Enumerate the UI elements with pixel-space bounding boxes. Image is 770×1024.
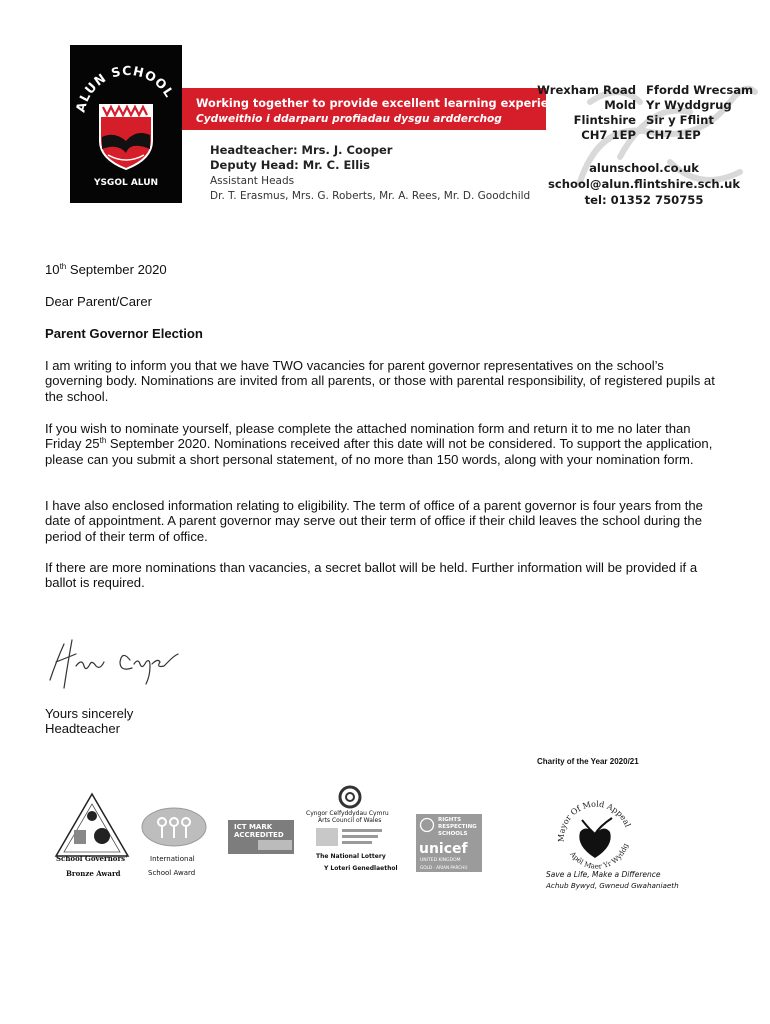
p2-text-a: If you wish to nominate yourself, please complete the attached nomination form and return it to me no later than Friday 25: [45, 421, 691, 452]
address-cy-line: Sir y Fflint: [646, 113, 714, 127]
address-en-line: Wrexham Road: [537, 83, 636, 97]
paragraph-ballot: If there are more nominations than vacancies, a secret ballot will be held. Further information will be provided if a ballot is required.: [45, 560, 698, 591]
appeal-tagline-cy: Achub Bywyd, Gwneud Gwahaniaeth: [546, 881, 679, 890]
headteacher-name: Headteacher: Mrs. J. Cooper: [210, 143, 393, 157]
address-cy-line: CH7 1EP: [646, 128, 701, 142]
letter-subject: Parent Governor Election: [45, 326, 203, 341]
mayor-of-mold-appeal-logo: [540, 800, 679, 896]
website-link[interactable]: alunschool.co.uk: [589, 161, 699, 175]
headteacher-signature: [42, 632, 182, 692]
ict-mark-line1: ICT MARK: [234, 823, 273, 831]
ict-mark-line2: ACCREDITED: [234, 831, 284, 839]
paragraph-eligibility: I have also enclosed information relating to eligibility. The term of office of a parent governor is four years from the date of appointment. A parent governor may serve out their term of office if their child leaves the school during the period of their term of office.: [45, 498, 703, 544]
signatory-title: Headteacher: [45, 721, 120, 736]
address-welsh: [646, 83, 753, 143]
date-day: 10: [45, 262, 60, 277]
address-en-line: CH7 1EP: [581, 128, 636, 142]
international-school-award-logo: [138, 806, 210, 882]
paragraph-nomination: [45, 421, 717, 467]
assistant-heads-title: Assistant Heads: [210, 175, 295, 187]
arts-council-line1: Cyngor Celfyddydau Cymru: [306, 810, 389, 817]
address-en-line: Flintshire: [573, 113, 636, 127]
date-rest: September 2020: [66, 262, 167, 277]
international-award-line2: School Award: [148, 869, 196, 877]
p2-suffix: th: [99, 436, 107, 446]
contact-details: [546, 160, 742, 208]
tagline-welsh: Cydweithio i ddarparu profiadau dysgu ardderchog: [196, 113, 502, 125]
telephone: tel: 01352 750755: [584, 193, 704, 207]
logo-arc-text: ALUN SCHOOL: [72, 62, 178, 114]
rights-line3: SCHOOLS: [438, 831, 468, 837]
unicef-level: GOLD · ARIAN PARCHU: [420, 865, 468, 870]
email-link[interactable]: school@alun.flintshire.sch.uk: [547, 177, 741, 191]
salutation: Dear Parent/Carer: [45, 294, 152, 309]
assistant-heads-names: Dr. T. Erasmus, Mrs. G. Roberts, Mr. A. Rees, Mr. D. Goodchild: [210, 190, 531, 202]
date-suffix: th: [59, 262, 67, 271]
school-logo: [70, 45, 182, 203]
rights-line2: RESPECTING: [438, 824, 477, 830]
rights-respecting-schools-logo: [416, 814, 482, 872]
deputy-head-name: Deputy Head: Mr. C. Ellis: [210, 158, 370, 172]
governors-award-line1: School Governors': [56, 854, 128, 863]
loteri-text: Y Loteri Genedlaethol: [324, 865, 398, 872]
logo-caption: YSGOL ALUN: [93, 178, 159, 188]
letter-date: [45, 262, 717, 277]
appeal-ring-bottom: Apêl Maer Yr Wyddg: [568, 842, 630, 870]
p2-text-b: September 2020. Nominations received after this date will not be considered. To support the application, please can you submit a short personal statement, of no more than 150 words, along with your nomination form.: [45, 436, 713, 467]
address-english: [532, 83, 636, 143]
appeal-tagline-en: Save a Life, Make a Difference: [546, 870, 661, 879]
unicef-wordmark: unicef: [419, 841, 468, 857]
appeal-ring-top: Mayor Of Mold Appeal: [556, 800, 633, 843]
governors-bronze-award-logo: [52, 792, 132, 882]
unicef-subtitle: UNITED KINGDOM: [420, 858, 461, 863]
rights-line1: RIGHTS: [438, 817, 462, 823]
ict-mark-accredited-logo: [228, 820, 294, 854]
paragraph-vacancies: I am writing to inform you that we have TWO vacancies for parent governor representatives on the school’s governing body. Nominations are invited from all parents, or those with parental responsibility, of registered pupils at the school.: [45, 358, 715, 404]
arts-council-wales-logo: [302, 784, 398, 876]
address-en-line: Mold: [604, 98, 636, 112]
international-award-line1: International: [150, 855, 195, 863]
closing: Yours sincerely: [45, 706, 134, 721]
address-cy-line: Ffordd Wrecsam: [646, 83, 754, 97]
address-cy-line: Yr Wyddgrug: [646, 98, 732, 112]
tagline-english: Working together to provide excellent learning experiences: [196, 97, 578, 110]
charity-label: Charity of the Year 2020/21: [537, 757, 639, 766]
arts-council-line2: Arts Council of Wales: [318, 817, 382, 824]
lottery-text: The National Lottery: [316, 853, 386, 860]
governors-award-line2: Bronze Award: [66, 869, 121, 878]
